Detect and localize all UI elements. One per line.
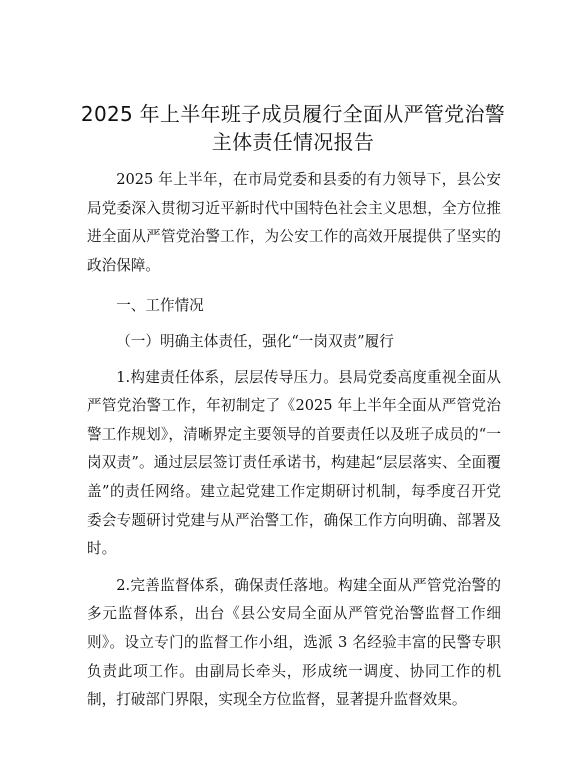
paragraph-item-1: 1.构建责任体系，层层传导压力。县局党委高度重视全面从严管党治警工作，年初制定了《2025 年上半年全面从严管党治警工作规划》，清晰界定主要领导的首要责任以及班子成员的“一岗双责”。通过层层签订责任承诺书，构建起“层层落实、全面覆盖”的责任网络。建立起党建工作定期研讨机制，每季度召开党委会专题研讨党建与从严治警工作，确保工作方向明确、部署及时。 — [87, 368, 501, 558]
document-title-line-2: 主体责任情况报告 — [211, 130, 375, 154]
document-title-line-1: 2025 年上半年班子成员履行全面从严管党治警 — [80, 102, 506, 126]
section-heading-work-status: 一、工作情况 — [116, 297, 204, 315]
document-body — [87, 166, 501, 715]
paragraph-item-2: 2.完善监督体系，确保责任落地。构建全面从严管党治警的多元监督体系，出台《县公安局全面从严管党治警监督工作细则》。设立专门的监督工作小组，选派 3 名经验丰富的民警专职负责此项工作。由副局长牵头，形成统一调度、协同工作的机制，打破部门界限，实现全方位监督，显著提升监督效果。 — [87, 576, 501, 709]
subsection-heading-responsibility: （一）明确主体责任，强化“一岗双责”履行 — [116, 332, 394, 350]
intro-paragraph: 2025 年上半年，在市局党委和县委的有力领导下，县公安局党委深入贯彻习近平新时代中国特色社会主义思想，全方位推进全面从严管党治警工作，为公安工作的高效开展提供了坚实的政治保障。 — [87, 171, 501, 274]
